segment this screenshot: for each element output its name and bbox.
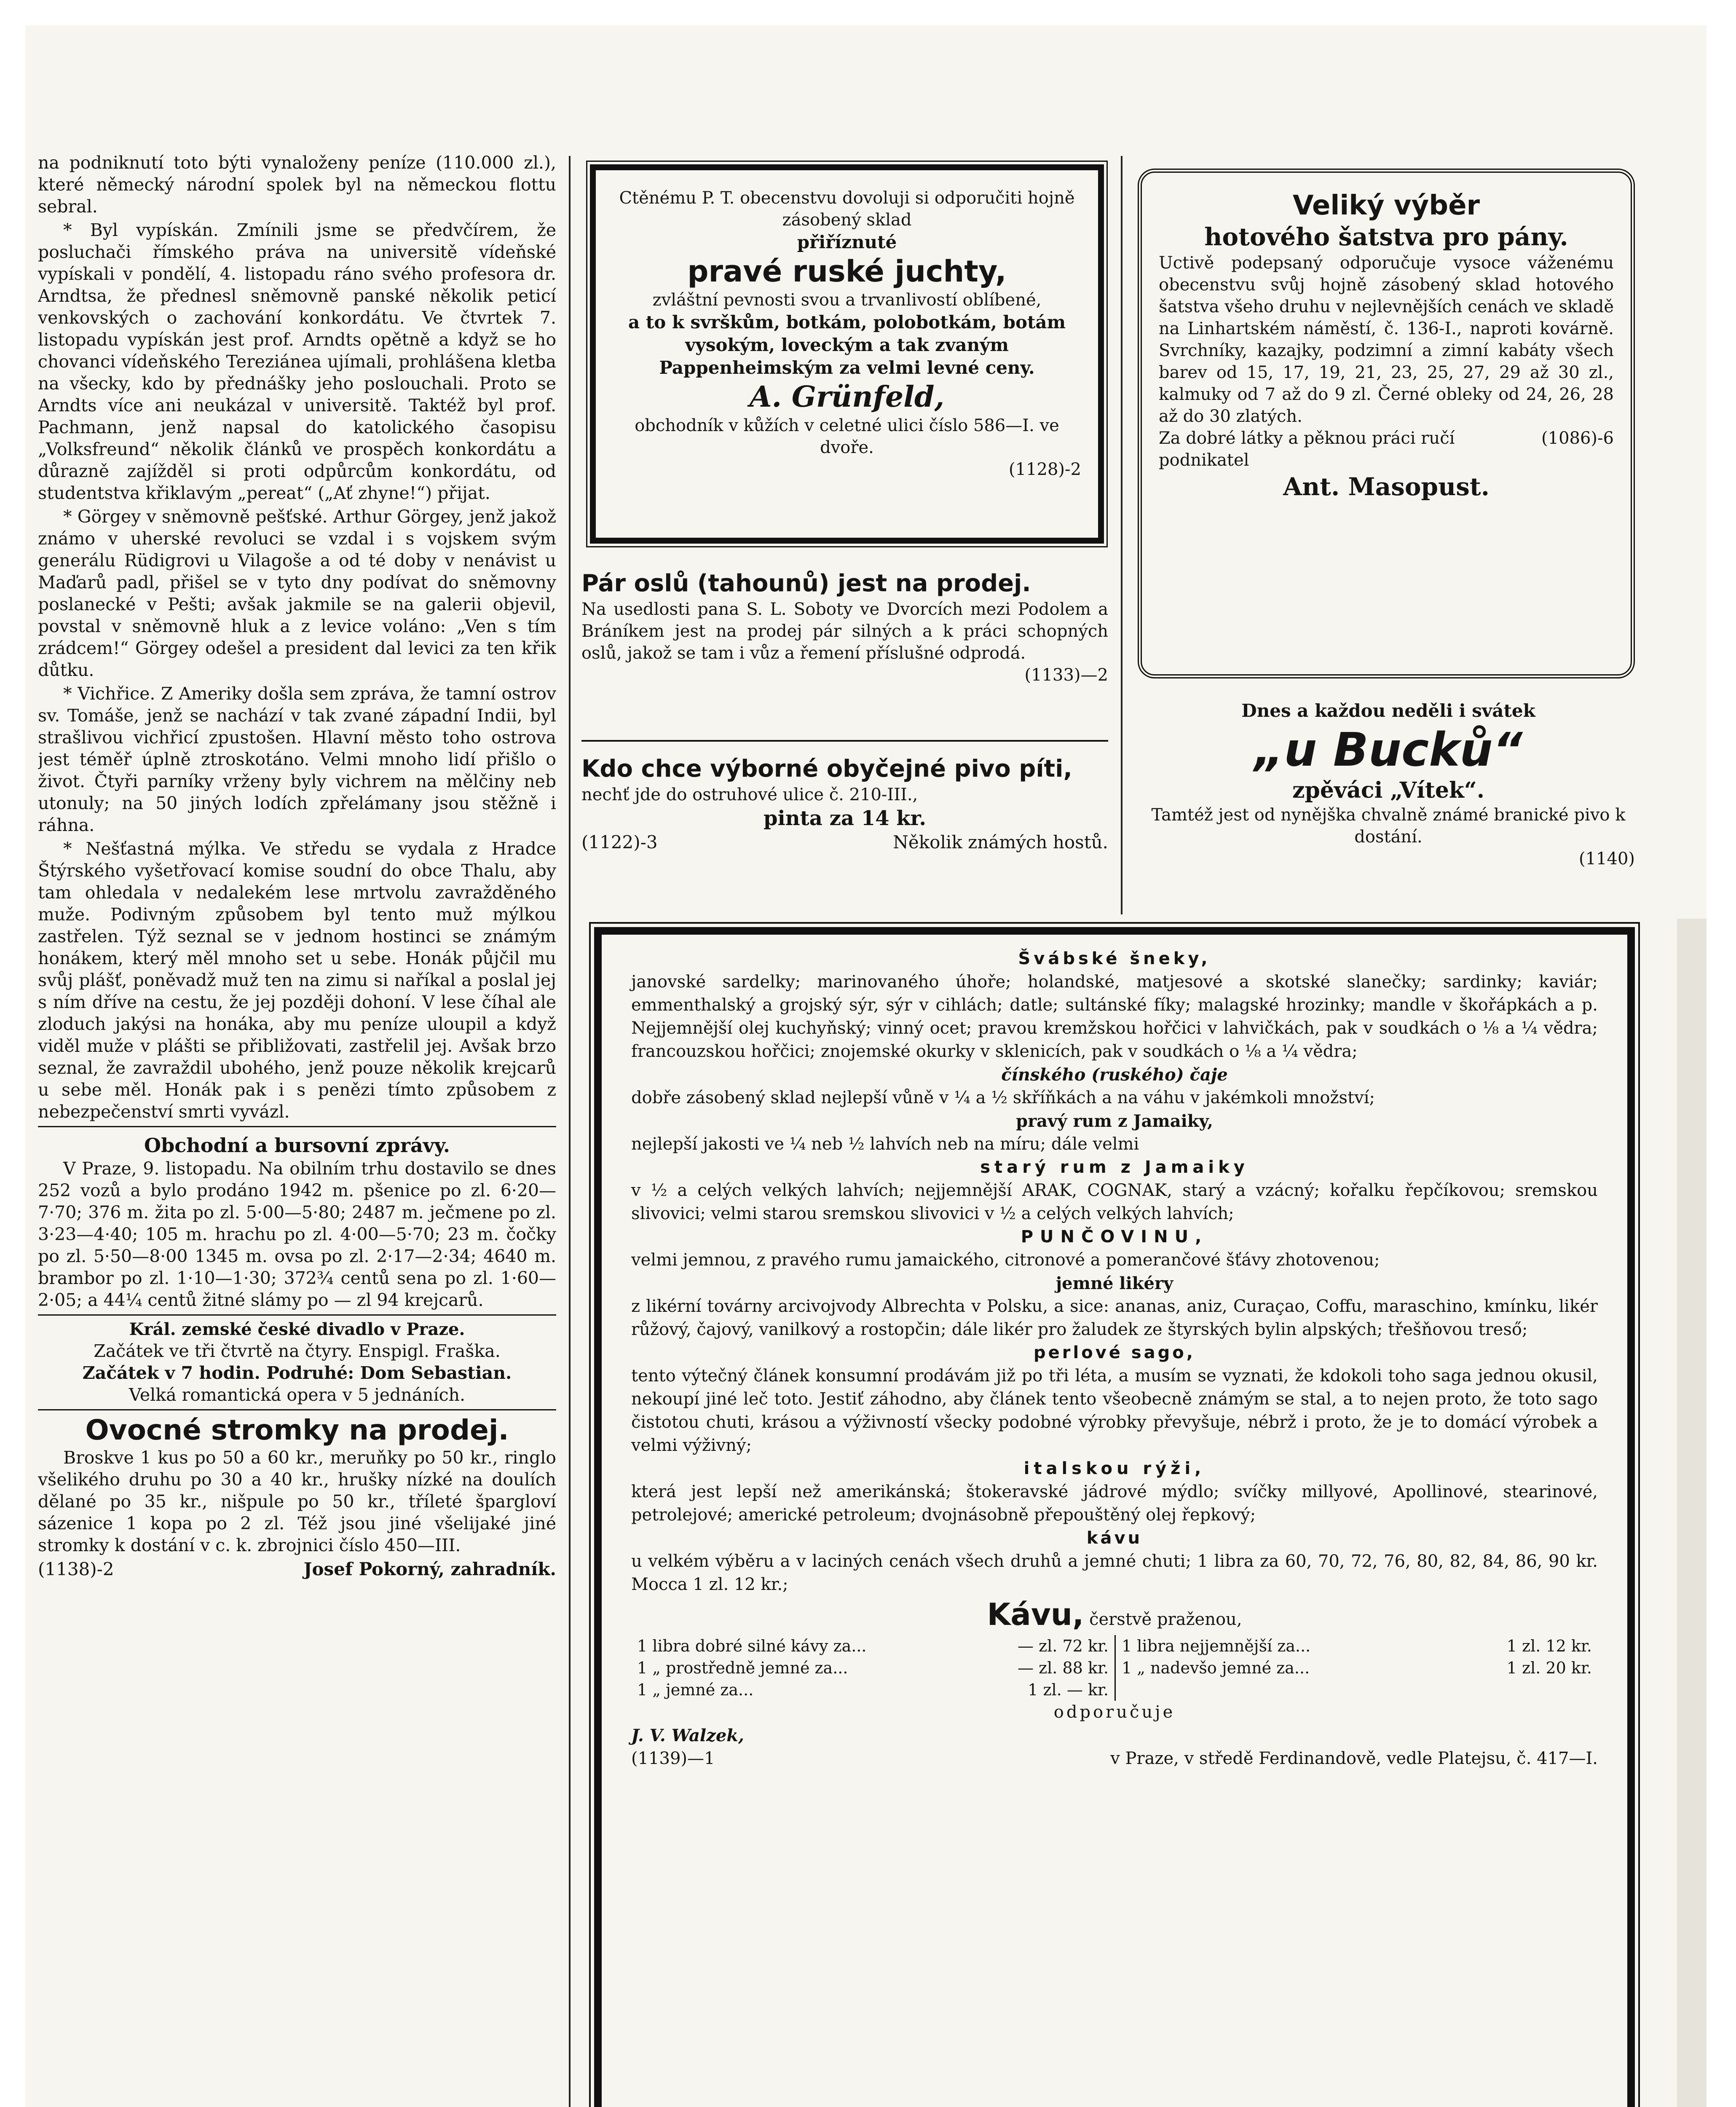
- grunfeld-product: pravé ruské juchty,: [687, 254, 1007, 289]
- trees-signature-row: [38, 1558, 556, 1581]
- grunfeld-intro: Ctěnému P. T. obecenstvu dovoluji si odporučiti hojně zásobený sklad: [619, 188, 1075, 230]
- walzek-text-4: v ½ a celých velkých lahvích; nejjemnější ARAK, COGNAK, starý a vzácný; kořalku řepčíkovou; sremskou slivovici; velmi starou sremskou slivovici v ½ a celých velkých lahvích;: [631, 1181, 1598, 1223]
- theatre-heading: Král. zemské české divadlo v Praze.: [129, 1319, 465, 1339]
- coffee-row: [1122, 1657, 1592, 1679]
- walzek-text-2: dobře zásobený sklad nejlepší vůně v ¼ a ½ skříňkách a na váhu v jakémkoli množství;: [631, 1088, 1375, 1107]
- coffee-row: [637, 1635, 1109, 1657]
- bucku-text: Tamtéž jest od nynějška chvalně známé branické pivo k dostání.: [1151, 805, 1626, 847]
- walzek-text-3: nejlepší jakosti ve ¼ neb ½ lahvích neb na míru; dále velmi: [631, 1134, 1139, 1154]
- donkeys-heading: Pár oslů (tahounů) jest na prodej.: [581, 570, 1031, 597]
- coffee-label: 1 libra dobré silné kávy za...: [637, 1637, 867, 1655]
- clothing-heading-1: Veliký výběr: [1292, 190, 1480, 221]
- bucku-code: (1140): [1578, 849, 1635, 869]
- bleed-through-margin: [1677, 919, 1707, 2107]
- walzek-text-7: tento výtečný článek konsumní prodávám již po tři léta, a musím se vyznati, že kdokoli toho saga jednou okusil, nekoupí jiné leč toto. Jestiť záhodno, aby článek tento všeobecně známým se stal, a to nejen proto, že toto sago čistotou chuti, krásou a výživností všecky podobné výrobky převyšuje, nébrž i proto, že je to domácí výrobek a velmi výživný;: [631, 1366, 1598, 1455]
- grunfeld-quality: zvláštní pevnosti svou a trvanlivostí oblíbené,: [652, 290, 1042, 310]
- bucku-singers: zpěváci „Vítek“.: [1292, 777, 1484, 803]
- walzek-product-tea: čínského (ruského) čaje: [1001, 1065, 1228, 1085]
- article-gorgey: * Görgey v sněmovně pešťské. Arthur Görgey, jenž jakož známo v uherské revoluci se vzdal i s vojskem svým generálu Rüdigrovi u Vilagoše a od té doby v nenávist u Maďarů padl, přišel se v tyto dny podívat do sněmovny poslanecké v Pešti; avšak jakmile se na galerii objevil, povstal v sněmovně hluk a z levice voláno: „Ven s tím zrádcem!“ Görgey odešel a president dal levici za ten křik důtku.: [38, 507, 556, 680]
- grunfeld-code: (1128)-2: [1009, 460, 1081, 479]
- article-storm: * Vichřice. Z Ameriky došla sem zpráva, že tamní ostrov sv. Tomáše, jenž se nachází v tak zvané západní Indii, byl strašlivou vichřicí zpustošen. Hlavní město toho ostrova jest téměř úplně ztroskotáno. Velmi mnoho lidí přišlo o život. Čtyři parníky vrženy byly vichrem na mělčiny neb utonuly; na 50 jiných lodích zpřelámany jsou stěžně i ráhna.: [38, 684, 556, 835]
- coffee-row: [637, 1679, 1109, 1701]
- beer-heading: Kdo chce výborné obyčejné pivo píti,: [581, 755, 1072, 783]
- clothing-heading-2: hotového šatstva pro pány.: [1204, 222, 1568, 251]
- walzek-product-coffee: kávu: [1086, 1528, 1143, 1548]
- beer-price: pinta za 14 kr.: [763, 807, 927, 830]
- coffee-label: 1 „ nadevšo jemné za...: [1122, 1659, 1310, 1677]
- donkeys-code: (1133)—2: [1024, 665, 1108, 685]
- coffee-price: — zl. 72 kr.: [1018, 1637, 1109, 1655]
- ad-donkeys: [581, 569, 1108, 742]
- coffee-price: 1 zl. 12 kr.: [1506, 1637, 1592, 1655]
- coffee-price: 1 zl. 20 kr.: [1506, 1659, 1592, 1677]
- theatre-line-2: Začátek v 7 hodin. Podruhé: Dom Sebastian.: [82, 1363, 512, 1383]
- trees-text: Broskve 1 kus po 50 a 60 kr., meruňky po 50 kr., ringlo všelikého druhu po 30 a 40 kr., hrušky nízké na doulích dělané po 35 kr., nišpule po 50 kr., tříleté špargloví sázenice 1 kopa po 2 zl. Též jsou jiné všelijaké jiné stromky k dostání v c. k. zbrojnici číslo 450—III.: [38, 1448, 556, 1555]
- grunfeld-name: A. Grünfeld,: [749, 380, 945, 414]
- coffee-label: 1 „ jemné za...: [637, 1681, 754, 1699]
- walzek-product-rice: italskou rýži,: [1023, 1459, 1206, 1478]
- divider: [38, 1126, 556, 1127]
- walzek-name: J. V. Walzek,: [631, 1726, 744, 1745]
- walzek-text-5: velmi jemnou, z pravého rumu jamaického, citronové a pomerančové šťávy zhotovenou;: [631, 1250, 1380, 1270]
- ad-bucku: [1129, 691, 1648, 906]
- walzek-product-old-rum: starý rum z Jamaiky: [980, 1158, 1249, 1177]
- trees-heading: Ovocné stromky na prodej.: [85, 1414, 509, 1446]
- grunfeld-cut: přiříznuté: [797, 232, 897, 252]
- coffee-prices-left: [631, 1635, 1114, 1701]
- coffee-prices-right: [1114, 1635, 1598, 1701]
- grunfeld-uses: a to k svrškům, botkám, polobotkám, botám vysokým, loveckým a tak zvaným Pappenheimským za velmi levné ceny.: [628, 312, 1066, 378]
- donkeys-text: Na usedlosti pana S. L. Soboty ve Dvorcích mezi Podolem a Bráníkem jest na prodej pár silných a k práci schopných oslů, jakož se tam i vůz a řemení příslušné odprodá.: [581, 600, 1108, 663]
- walzek-recommends: odporučuje: [1053, 1702, 1176, 1722]
- walzek-product-punch: PUNČOVINU,: [1021, 1227, 1208, 1247]
- clothing-guarantee-row: [1159, 427, 1614, 471]
- walzek-product-snails: Švábské šneky,: [1018, 949, 1211, 968]
- beer-text: nechť jde do ostruhové ulice č. 210-III.,: [581, 785, 918, 804]
- newspaper-page: [25, 25, 1707, 2107]
- walzek-roasted-row: [631, 1596, 1598, 1633]
- article-mistake: * Nešťastná mýlka. Ve středu se vydala z Hradce Štýrského vyšetřovací komise soudní do obce Thalu, aby tam ohledala v nedalekém lese mrtvolu zavražděného muže. Podivným způsobem byl tento muž mýlkou zastřelen. Týž seznal se v jednom hostinci se známým honákem, který měl mnoho set u sebe. Honák půjčil mu svůj plášť, poněvadž muž ten na zimu si naříkal a poslal jej s ním dříve na cestu, že jej později dohoní. V lese číhal ale zloduch jakýsi na honáka, aby mu peníze uloupil a když viděl muže v plášti se přibližovati, zastřelil jej. Avšak brzo seznal, že zavraždil ubohého, jenž pouze několik krejcarů u sebe měl. Honák pak i s penězi tímto způsobem z nebezpečenství smrti vyvázl.: [38, 839, 556, 1122]
- ad-grunfeld: [590, 164, 1104, 544]
- market-heading: Obchodní a bursovní zprávy.: [144, 1134, 450, 1157]
- walzek-inner: [602, 935, 1627, 1783]
- walzek-product-sago: perlové sago,: [1034, 1343, 1195, 1362]
- coffee-label: 1 „ prostředně jemné za...: [637, 1659, 848, 1677]
- walzek-text-8: která jest lepší než amerikánská; štokeravské jádrové mýdlo; svíčky millyové, Apollinové, stearinové, petrolejové; americké petroleum; dvojnásobně přepouštěný olej řepkový;: [631, 1482, 1598, 1525]
- theatre-line-3: Velká romantická opera v 5 jednáních.: [129, 1385, 465, 1405]
- coffee-price: — zl. 88 kr.: [1018, 1659, 1109, 1677]
- clothing-text: Uctivě podepsaný odporučuje vysoce váženému obecenstvu svůj hojně zásobený sklad hotového šatstva všeho druhu v nejlevnějších cenách ve skladě na Linhartském náměstí, č. 136-I., naproti kovárně. Svrchníky, kazajky, podzimní a zimní kabáty všech barev od 15, 17, 19, 21, 23, 25, 27, 29 až 30 zl., kalmuky od 7 až do 9 zl. Černé obleky od 24, 26, 28 až do 30 zlatých.: [1159, 253, 1614, 426]
- coffee-price-table: [631, 1635, 1598, 1701]
- theatre-line-1: Začátek ve tři čtvrtě na čtyry. Enspigl. Fraška.: [94, 1341, 501, 1361]
- coffee-row: [637, 1657, 1109, 1679]
- trees-code: (1138)-2: [38, 1559, 114, 1579]
- clothing-guarantee: Za dobré látky a pěknou práci ručí podnikatel: [1159, 429, 1455, 470]
- left-news-column: [38, 152, 556, 2107]
- walzek-product-rum: pravý rum z Jamaiky,: [1016, 1111, 1213, 1131]
- walzek-product-liqueurs: jemné likéry: [1056, 1273, 1173, 1293]
- coffee-label: 1 libra nejjemnější za...: [1122, 1637, 1311, 1655]
- column-rule-1: [569, 156, 571, 2107]
- trees-signature: Josef Pokorný, zahradník.: [303, 1559, 556, 1579]
- walzek-text-9: u velkém výběru a v laciných cenách všech druhů a jemné chuti; 1 libra za 60, 70, 72, 76, 80, 82, 84, 86, 90 kr. Mocca 1 zl. 12 kr.;: [631, 1552, 1598, 1594]
- divider: [38, 1314, 556, 1316]
- bucku-name: „u Bucků“: [1254, 723, 1523, 777]
- walzek-code: (1139)—1: [631, 1749, 715, 1768]
- beer-signature: Několik známých hostů.: [893, 832, 1108, 852]
- coffee-price: 1 zl. — kr.: [1028, 1681, 1109, 1699]
- column-rule-2: [1121, 156, 1123, 914]
- clothing-code: (1086)-6: [1541, 429, 1614, 448]
- clothing-name: Ant. Masopust.: [1283, 472, 1490, 501]
- coffee-row: [1122, 1635, 1592, 1657]
- article-fleet: na podniknutí toto býti vynaloženy peníze (110.000 zl.), které německý národní spolek byl na německou flottu sebral.: [38, 153, 556, 217]
- ad-clothing: [1138, 169, 1635, 678]
- article-arndts: * Byl vypískán. Zmínili jsme se předvčírem, že posluchači římského práva na universitě vídeňské vypískali v pondělí, 4. listopadu ráno svého profesora dr. Arndtsa, že přednesl sněmovně panské několik peticí venkovských o zachování konkordátu. Ve čtvrtek 7. listopadu vypískán jest prof. Arndts opětně a když se ho chovanci vídeňského Tereziánea ujímali, prohlášena kletba na všecky, kdo by přednášky jeho poslouchali. Proto se Arndts více ani neukázal v universitě. Taktéž byl prof. Pachmann, jenž napsal do katolického časopisu „Volksfreund“ několik článků ve prospěch konkordátu a důrazně zajížděl si proti odpůrcům konkordátu, od studentstva křiklavým „pereat“ („Ať zhyne!“) přijat.: [38, 220, 556, 503]
- walzek-text-6: z likérní továrny arcivojvody Albrechta v Polsku, a sice: ananas, aniz, Curaçao, Coffu, maraschino, kmínku, likér růžový, čajový, vanilkový a rostopčin; dále likér pro žaludek ze štyrských bylin alpských; třešňovou treső;: [631, 1297, 1598, 1339]
- walzek-product-roasted: Kávu,: [987, 1597, 1084, 1632]
- walzek-address: v Praze, v středě Ferdinandově, vedle Platejsu, č. 417—I.: [1110, 1749, 1598, 1768]
- beer-code: (1122)-3: [581, 832, 658, 852]
- ad-beer: [581, 754, 1108, 906]
- market-report: V Praze, 9. listopadu. Na obilním trhu dostavilo se dnes 252 vozů a bylo prodáno 1942 m. pšenice po zl. 6·20—7·70; 376 m. žita po zl. 5·00—5·80; 2487 m. ječmene po zl. 3·23—4·40; 105 m. hrachu po zl. 4·00—5·70; 23 m. čočky po zl. 5·50—8·00 1345 m. ovsa po zl. 2·17—2·34; 4640 m. brambor po zl. 1·10—1·30; 372¾ centů sena po zl. 1·60—2·05; a 44¼ centů žitné slámy po — zl 94 krejcarů.: [38, 1158, 556, 1310]
- ad-walzek: [594, 927, 1635, 2107]
- beer-signature-row: [581, 831, 1108, 854]
- walzek-text-10: čerstvě praženou,: [1089, 1610, 1242, 1629]
- divider: [38, 1409, 556, 1410]
- grunfeld-address: obchodník v kůžích v celetné ulici číslo 586—I. ve dvoře.: [635, 416, 1059, 457]
- walzek-text-1: janovské sardelky; marinovaného úhoře; holandské, matjesové a skotské slanečky; sardinky; kaviár; emmenthalský a grojský sýr, sýr v cihlách; datle; sultánské fíky; malagské hrozinky; mandle v škořápkách a p. Nejjemnější olej kuchyňský; vinný ocet; pravou kremžskou hořčici v lahvičkách, pak v soudkách o ⅛ a ¼ vědra; francouzskou hořčici; znojemské okurky v sklenicích, pak v soudkách o ⅛ a ¼ vědra;: [631, 972, 1598, 1061]
- walzek-address-row: [631, 1747, 1598, 1770]
- bucku-intro: Dnes a každou neděli i svátek: [1241, 700, 1535, 721]
